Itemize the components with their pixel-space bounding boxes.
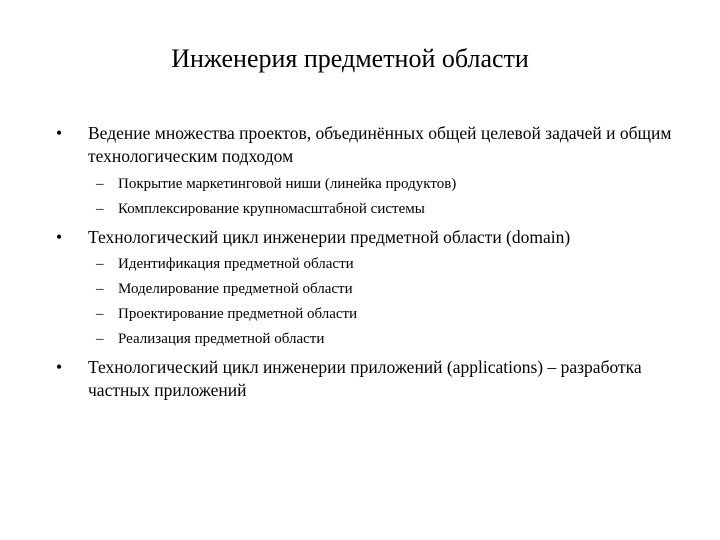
dash-mark: – (96, 176, 104, 192)
bullet-item (56, 356, 706, 402)
bullet-mark: • (56, 357, 63, 377)
bullet-mark: • (56, 227, 63, 247)
sub-item-text: Реализация предметной области (118, 331, 325, 347)
dash-mark: – (96, 201, 104, 217)
bullet-text: Технологический цикл инженерии приложений (applications) – разработка частных приложений (88, 357, 642, 400)
sub-item (96, 199, 696, 219)
bullet-text: Ведение множества проектов, объединённых общей целевой задачей и общим технологическим подходом (88, 123, 672, 166)
sub-item (96, 304, 696, 324)
sub-item-text: Моделирование предметной области (118, 281, 353, 297)
sub-item-text: Проектирование предметной области (118, 306, 358, 322)
dash-mark: – (96, 331, 104, 347)
slide-title: Инженерия предметной области (171, 44, 529, 73)
dash-mark: – (96, 306, 104, 322)
sub-item-text: Комплексирование крупномасштабной системы (118, 201, 425, 217)
sub-item-text: Покрытие маркетинговой ниши (линейка продуктов) (118, 176, 457, 192)
bullet-item (56, 226, 706, 249)
bullet-text: Технологический цикл инженерии предметной области (domain) (88, 227, 571, 247)
dash-mark: – (96, 256, 104, 272)
sub-item (96, 329, 696, 349)
bullet-mark: • (56, 123, 63, 143)
dash-mark: – (96, 281, 104, 297)
bullet-item (56, 122, 706, 168)
sub-item (96, 254, 696, 274)
sub-item-text: Идентификация предметной области (118, 256, 354, 272)
sub-item (96, 279, 696, 299)
sub-item (96, 174, 696, 194)
